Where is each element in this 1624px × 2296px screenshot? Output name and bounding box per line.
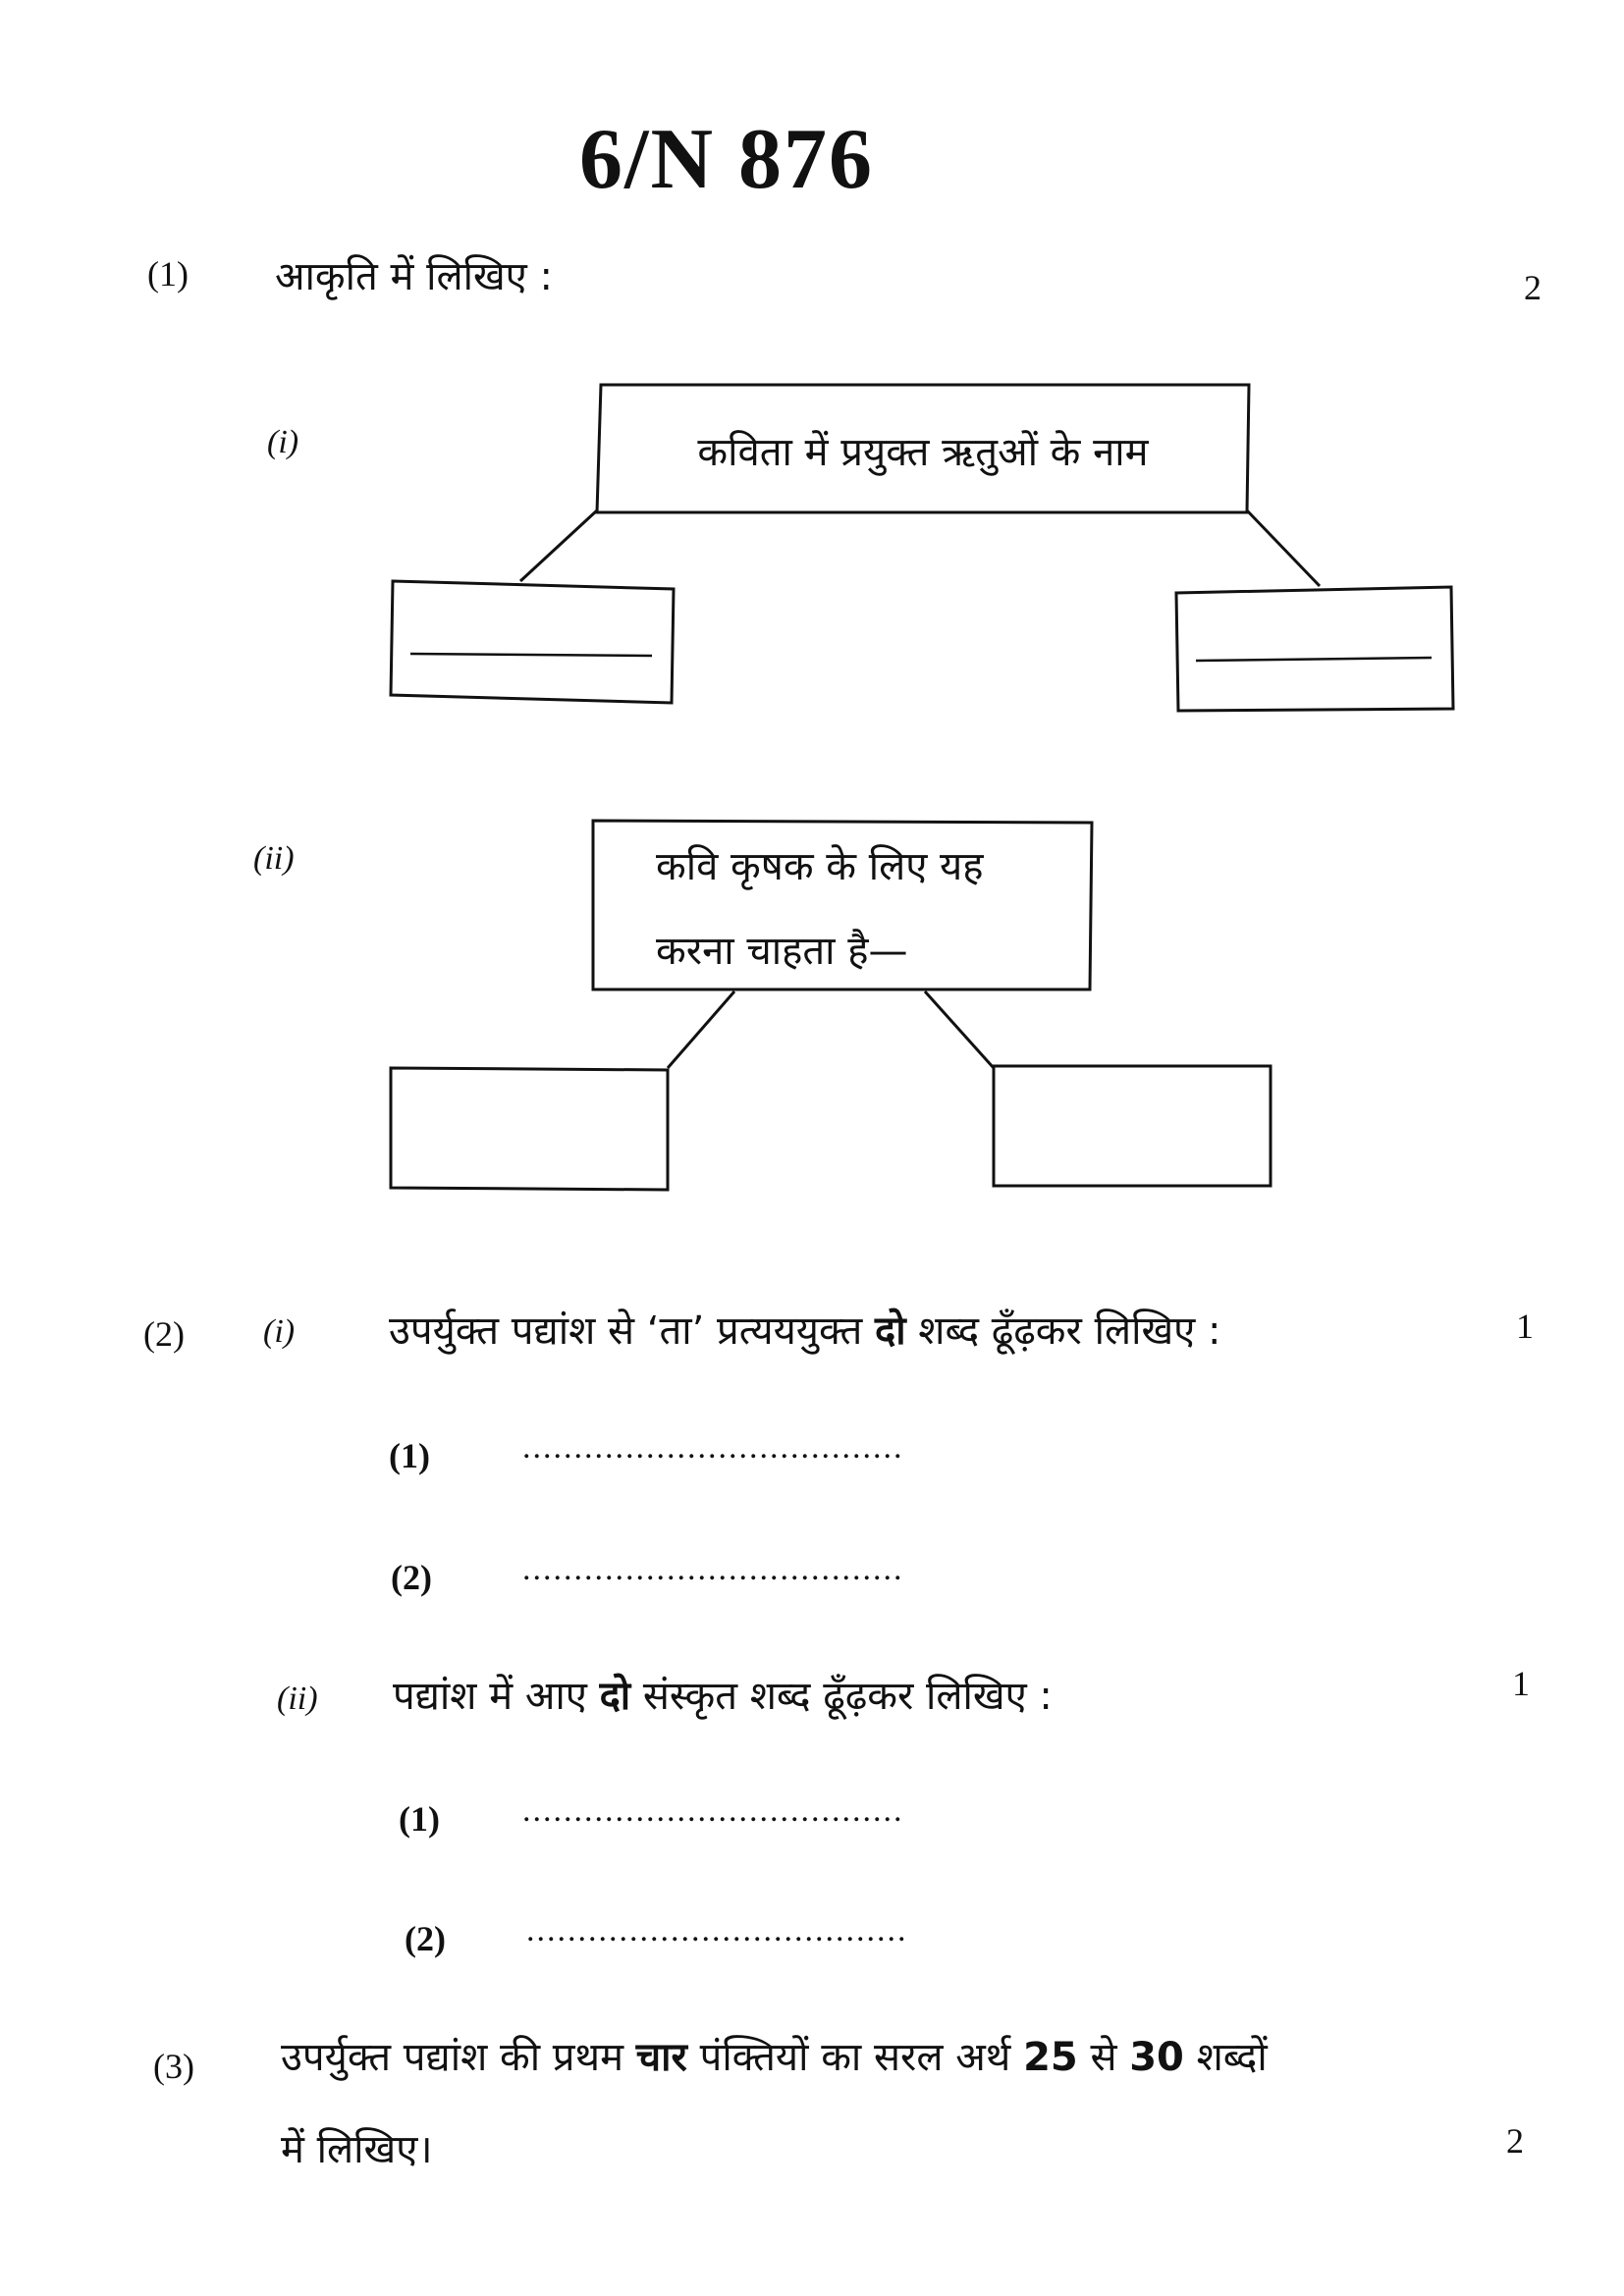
q2-part-i-marks: 1 [1516, 1307, 1534, 1346]
q2-part-ii-answer-2-blank[interactable]: ..................................... [526, 1912, 908, 1949]
q2-part-ii-text-before: पद्यांश में आए [393, 1674, 587, 1719]
q2-part-i-answer-2-number: (2) [391, 1558, 432, 1597]
question-3-number: (3) [153, 2047, 194, 2086]
q2-part-ii-label: (ii) [277, 1681, 318, 1717]
q3-word-count-min: 25 [1023, 2035, 1078, 2080]
diagram-ii-left-connector [668, 991, 734, 1068]
q2-part-i-answer-1-blank[interactable]: ..................................... [522, 1429, 904, 1466]
page-code: 6/N 876 [579, 112, 874, 207]
q2-part-ii-answer-1-number: (1) [399, 1799, 440, 1839]
diagram-i-box-text: कविता में प्रयुक्त ऋतुओं के नाम [697, 430, 1149, 475]
diagram-i-right-answer-line [1196, 658, 1432, 661]
q1-part-i-label: (i) [267, 424, 299, 460]
diagram-ii-box-line-2: करना चाहता है— [656, 929, 908, 974]
q2-part-ii-marks: 1 [1512, 1664, 1530, 1703]
diagram-i-left-connector [520, 510, 597, 581]
q2-part-ii-text-after: संस्कृत शब्द ढूँढ़कर लिखिए : [642, 1674, 1053, 1719]
q3-line-1-end: शब्दों [1196, 2035, 1268, 2080]
q3-word-count-max: 30 [1129, 2035, 1184, 2080]
diagram-ii-right-connector [925, 991, 994, 1068]
q3-line-1-after: पंक्तियों का सरल अर्थ [699, 2035, 1011, 2080]
q2-part-i-answer-1-number: (1) [389, 1436, 430, 1475]
diagram-ii-right-answer-box [994, 1066, 1271, 1186]
q3-line-1-before: उपर्युक्त पद्यांश की प्रथम [281, 2035, 624, 2080]
q2-part-i-text [389, 1302, 1220, 1356]
diagram-i-right-answer-box [1176, 587, 1453, 711]
diagram-i-right-connector [1247, 510, 1320, 586]
q2-part-ii-answer-2-number: (2) [405, 1919, 446, 1958]
diagram-i-left-answer-box [391, 581, 674, 703]
q3-line-1 [281, 2028, 1268, 2082]
diagram-ii-box-line-1: कवि कृषक के लिए यह [656, 844, 984, 889]
q3-line-2: में लिखिए। [281, 2127, 433, 2172]
question-2-number: (2) [143, 1314, 185, 1354]
diagram-i-left-answer-line [410, 654, 652, 656]
diagram-ii-left-answer-box [391, 1068, 668, 1190]
q2-part-i-answer-2-blank[interactable]: ..................................... [522, 1551, 904, 1587]
question-1-instruction: आकृति में लिखिए : [275, 254, 553, 299]
q2-part-i-text-bold: दो [874, 1308, 906, 1354]
q2-part-ii-answer-1-blank[interactable]: ..................................... [522, 1792, 904, 1829]
q2-part-i-label: (i) [263, 1313, 296, 1350]
q1-part-ii-label: (ii) [253, 840, 295, 877]
q3-line-1-bold: चार [635, 2035, 687, 2080]
question-3-marks: 2 [1506, 2121, 1524, 2161]
question-1-marks: 2 [1524, 268, 1542, 307]
question-1-number: (1) [147, 254, 189, 294]
q2-part-i-text-after: शब्द ढूँढ़कर लिखिए : [918, 1308, 1221, 1354]
q3-line-1-mid: से [1090, 2035, 1117, 2080]
q2-part-i-text-before: उपर्युक्त पद्यांश से ‘ता’ प्रत्यययुक्त [389, 1308, 863, 1354]
q2-part-ii-text [393, 1667, 1053, 1721]
q2-part-ii-text-bold: दो [599, 1674, 631, 1719]
